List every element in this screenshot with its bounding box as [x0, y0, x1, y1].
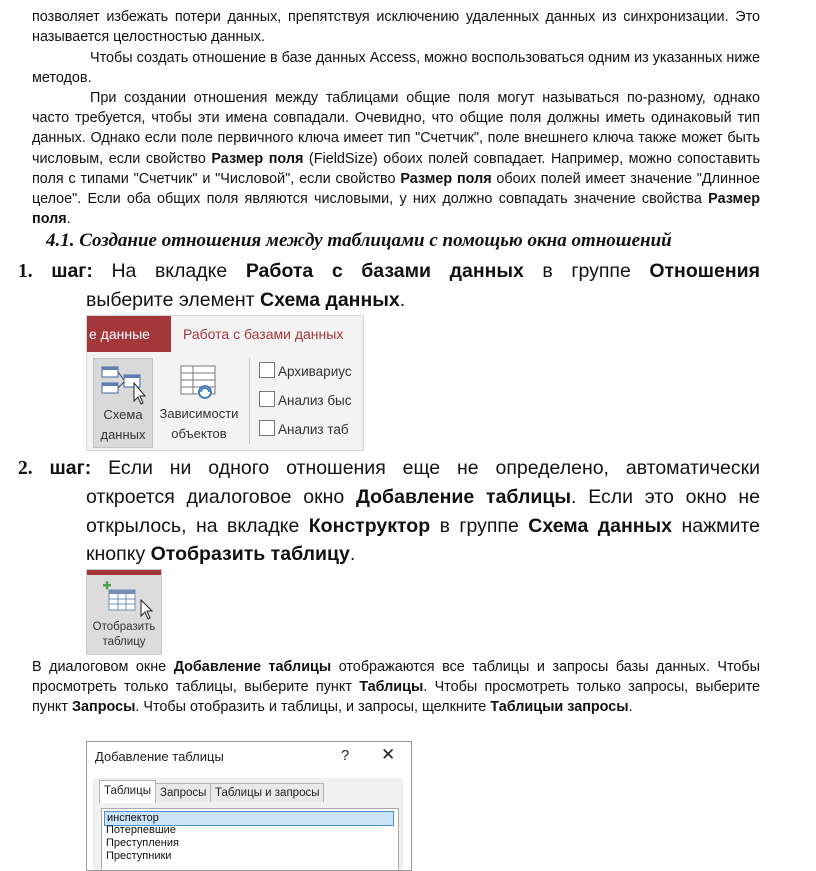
ribbon-tab-external-data[interactable]: е данные: [87, 316, 171, 352]
table-analyzer-label: Анализ таб: [278, 422, 349, 437]
show-table-label-2: таблицу: [102, 636, 146, 648]
step-1-text-4: .: [399, 289, 406, 312]
step-2-number: 2.: [18, 458, 33, 479]
step-1: [18, 257, 760, 315]
step-1-text-2: в группе: [523, 260, 650, 282]
list-item[interactable]: Преступления: [106, 837, 179, 849]
close-icon[interactable]: ✕: [381, 745, 396, 764]
step-2-text-3: . Если это окно не открылось, на вкладке: [86, 486, 761, 537]
step-1-command-name: Схема данных: [260, 289, 400, 312]
schema-label-1: Схема: [103, 407, 143, 422]
help-icon[interactable]: ?: [341, 747, 350, 764]
performance-analyzer-label: Анализ быс: [278, 393, 352, 408]
fields-text-1: При создании отношения между таблицами общие поля могут называться по-разному, однако часто требуется, чтобы эти имена совпадали. Очевидно, что общие поля должны иметь одинаковый тип данных. Однако если поле первичного ключа имеет тип "Счетчик", поле внешнего ключа также может быть числовым, если свойство: [32, 90, 760, 167]
tab-tables-and-queries[interactable]: Таблицы и запросы: [210, 783, 324, 802]
desc-both-term-1: Таблицы: [490, 699, 555, 716]
step-2-text-2: откроется диалоговое окно: [86, 486, 357, 509]
step-1-number: 1.: [18, 261, 33, 282]
table-analyzer-icon: [259, 420, 275, 436]
show-table-accent-bar: [87, 570, 161, 575]
schema-label-2: данных: [100, 427, 146, 442]
step-2-group-name: Схема данных: [528, 514, 673, 537]
step-2-text-1: Если ни одного отношения еще не определено, автоматически: [108, 457, 761, 479]
dependencies-icon: [153, 360, 245, 406]
add-table-icon: [87, 578, 161, 622]
step-2-dialog-name: Добавление таблицы: [356, 486, 572, 509]
ribbon-screenshot: [86, 315, 364, 451]
desc-text-2: отображаются все таблицы и запросы базы данных. Чтобы просмотреть только таблицы, выберите пункт: [32, 659, 760, 696]
step-2-line-1: [18, 454, 760, 483]
desc-text-3: . Чтобы просмотреть только запросы, выберите пункт: [32, 679, 761, 716]
field-size-term-2: Размер поля: [400, 170, 492, 187]
method-text: Чтобы создать отношение в базе данных Access, можно воспользоваться одним из указанных ниже методов.: [32, 50, 761, 87]
list-item[interactable]: Потерпевшие: [106, 824, 176, 836]
field-size-term-3: Размер поля: [32, 191, 760, 228]
fields-text-2: (FieldSize) обоих полей совпадает. Например, можно сопоставить поля с типами "Счетчик" и "Числовой", если свойство: [32, 150, 760, 187]
step-2-text-5: нажмите кнопку: [86, 514, 760, 565]
add-table-dialog: [86, 741, 412, 871]
list-item[interactable]: Преступники: [106, 850, 172, 862]
ribbon-tab-database-tools[interactable]: Работа с базами данных: [183, 326, 344, 342]
archiver-label: Архивариус: [278, 364, 352, 379]
list-item[interactable]: инспектор: [104, 811, 394, 826]
deps-label-1: Зависимости: [159, 406, 239, 421]
archiver-button[interactable]: [259, 362, 352, 379]
archiver-icon: [259, 362, 275, 378]
section-heading: 4.1. Создание отношения между таблицами с помощью окна отношений: [46, 230, 672, 251]
step-1-group-name: Отношения: [649, 260, 760, 282]
dialog-title: Добавление таблицы: [95, 749, 224, 764]
schema-data-button[interactable]: [93, 358, 153, 448]
step-2-tab-name: Конструктор: [308, 514, 431, 537]
desc-queries-term: Запросы: [71, 699, 136, 716]
deps-label-2: объектов: [171, 426, 227, 441]
step-2-button-name: Отобразить таблицу: [150, 542, 350, 565]
method-paragraph: [32, 48, 760, 88]
table-list[interactable]: [101, 808, 399, 871]
tab-queries[interactable]: Запросы: [155, 783, 211, 802]
step-2-text-4: в группе: [430, 514, 529, 537]
object-dependencies-button[interactable]: [153, 358, 245, 446]
desc-both-term-2: и запросы: [554, 699, 629, 716]
performance-analyzer-button[interactable]: [259, 391, 352, 408]
fields-text-4: .: [66, 211, 71, 228]
show-table-label-1: Отобразить: [92, 621, 156, 633]
step-1-text-1: На вкладке: [111, 260, 246, 282]
step-2: [18, 454, 760, 568]
desc-text-1: В диалоговом окне: [32, 659, 174, 675]
step-1-line-1: [18, 257, 760, 286]
step-1-lead: шаг:: [51, 260, 93, 282]
dialog-description-paragraph: [32, 657, 760, 718]
field-size-term-1: Размер поля: [211, 150, 304, 167]
desc-text-5: .: [628, 699, 633, 716]
step-2-text-6: .: [349, 542, 356, 565]
step-1-text-3: выберите элемент: [86, 289, 260, 312]
intro-text: позволяет избежать потери данных, препятствуя исключению удаленных данных из синхронизации. Это называется целостностью данных.: [32, 9, 760, 46]
analyzer-icon: [259, 391, 275, 407]
desc-text-4: . Чтобы отобразить и таблицы, и запросы, щелкните: [135, 699, 491, 716]
tab-tables[interactable]: Таблицы: [99, 780, 156, 803]
intro-paragraph: [32, 7, 760, 47]
desc-tables-term: Таблицы: [359, 679, 424, 696]
table-analyzer-button[interactable]: [259, 420, 349, 437]
show-table-button[interactable]: [86, 569, 162, 655]
fields-text-3: обоих полей имеет значение "Длинное целое". Если оба общих поля являются числовыми, у них должно совпадать значение свойства: [32, 170, 760, 208]
step-1-line-2: [86, 286, 760, 314]
fields-paragraph: [32, 88, 760, 229]
step-2-lead: шаг:: [49, 457, 92, 479]
ribbon-separator: [249, 358, 250, 444]
step-1-tab-name: Работа с базами данных: [245, 260, 524, 282]
step-2-body: [86, 483, 760, 568]
relationships-icon: [94, 361, 152, 407]
desc-dialog-name: Добавление таблицы: [173, 659, 332, 675]
